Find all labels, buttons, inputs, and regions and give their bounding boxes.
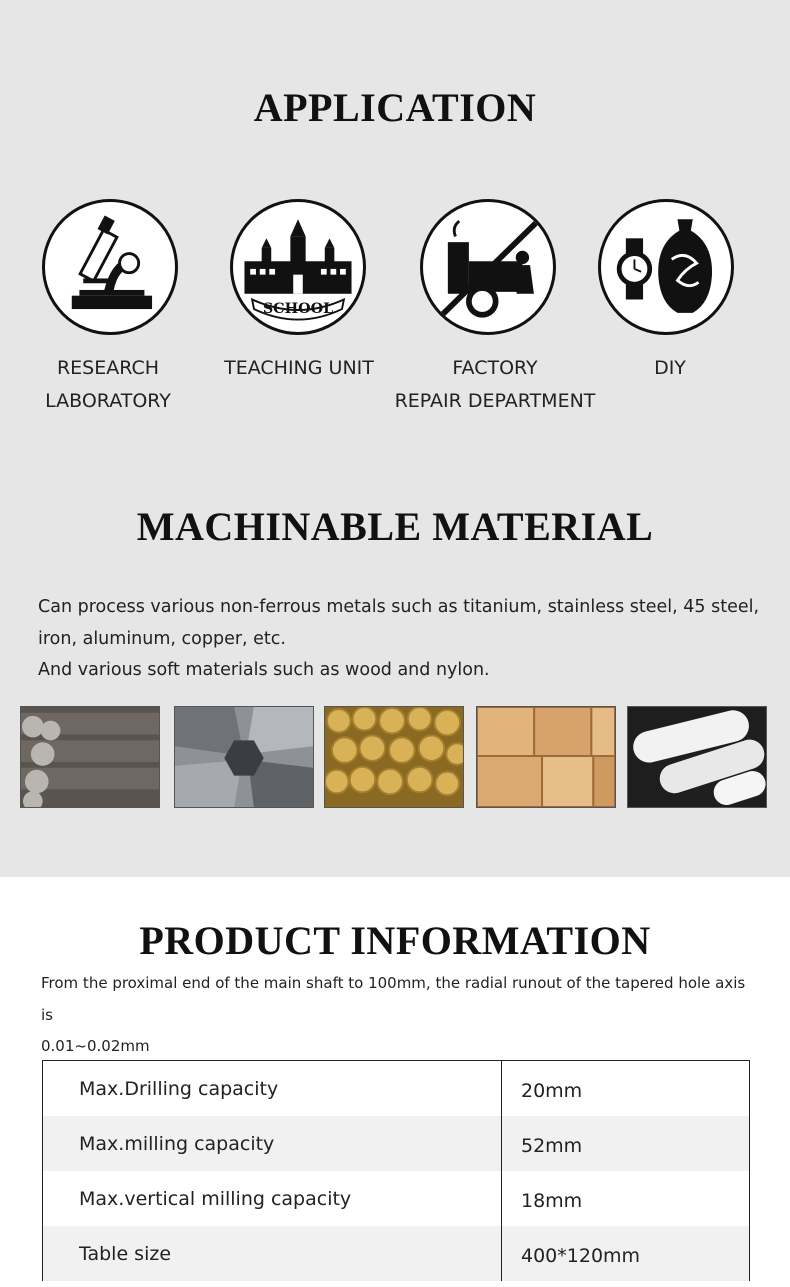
teaching-label-line1: TEACHING UNIT bbox=[224, 357, 374, 379]
product-information-heading: PRODUCT INFORMATION bbox=[139, 918, 651, 963]
spec-key: Max.Drilling capacity bbox=[43, 1061, 502, 1116]
product-desc-line-1: From the proximal end of the main shaft to 100mm, the radial runout of the tapered hole axis is bbox=[41, 974, 746, 1024]
research-label-line2: LABORATORY bbox=[45, 390, 171, 412]
material-line-3: And various soft materials such as wood and nylon. bbox=[38, 660, 490, 680]
material-line-1: Can process various non-ferrous metals such as titanium, stainless steel, 45 steel, bbox=[38, 597, 760, 617]
table-row bbox=[43, 1116, 749, 1171]
brass-rods-image bbox=[324, 706, 464, 808]
steel-rods-image bbox=[20, 706, 160, 808]
table-row bbox=[43, 1061, 749, 1116]
research-label-line1: RESEARCH bbox=[56, 357, 160, 379]
school-icon bbox=[230, 199, 366, 335]
product-desc-line-2: 0.01~0.02mm bbox=[41, 1037, 150, 1055]
school-badge-text: SCHOOL bbox=[262, 300, 334, 317]
hex-bars-image bbox=[174, 706, 314, 808]
watch-vase-icon bbox=[598, 199, 734, 335]
spec-value: 18mm bbox=[521, 1190, 583, 1212]
application-heading: APPLICATION bbox=[253, 85, 537, 130]
machinable-material-heading: MACHINABLE MATERIAL bbox=[136, 504, 654, 549]
diy-label: DIY bbox=[654, 357, 686, 379]
material-description bbox=[38, 592, 768, 687]
microscope-icon bbox=[42, 199, 178, 335]
spec-value: 400*120mm bbox=[521, 1245, 641, 1267]
material-line-2: iron, aluminum, copper, etc. bbox=[38, 628, 286, 649]
factory-label-line1: FACTORY bbox=[452, 357, 538, 379]
spec-key: Max.vertical milling capacity bbox=[43, 1171, 502, 1226]
nylon-rods-image bbox=[627, 706, 767, 808]
wood-blocks-image bbox=[476, 706, 616, 808]
product-description bbox=[41, 968, 761, 1063]
table-row bbox=[43, 1226, 749, 1281]
spec-value: 20mm bbox=[521, 1080, 583, 1102]
table-row bbox=[43, 1171, 749, 1226]
spec-key: Max.milling capacity bbox=[43, 1116, 502, 1171]
factory-icon bbox=[420, 199, 556, 335]
factory-label-line2: REPAIR DEPARTMENT bbox=[394, 390, 596, 412]
spec-table bbox=[42, 1060, 750, 1281]
spec-value: 52mm bbox=[521, 1135, 583, 1157]
spec-key: Table size bbox=[43, 1226, 502, 1281]
